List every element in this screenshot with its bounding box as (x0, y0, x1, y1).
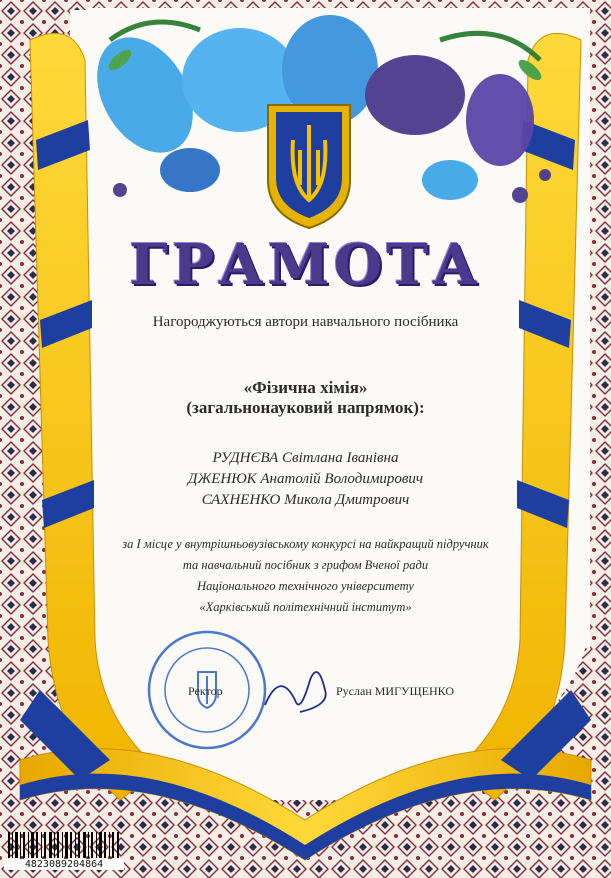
award-reason-line: та навчальний посібник з грифом Вченої ради (182, 558, 429, 572)
rector-name: Руслан МИГУЩЕНКО (336, 684, 454, 698)
work-direction: (загальнонауковий напрямок): (186, 398, 425, 417)
barcode-number: 4823089204864 (4, 859, 124, 870)
rector-label: Ректор (188, 684, 223, 698)
certificate-title: ГРАМОТА (129, 232, 482, 298)
award-reason-line: за I місце у внутрішньовузівському конкурсі на найкращий підручник (122, 537, 489, 551)
award-reason-line: «Харківський політехнічний інститут» (199, 600, 412, 614)
author-name: САХНЕНКО Микола Дмитрович (201, 492, 410, 508)
coat-of-arms-icon (268, 105, 350, 228)
award-reason-line: Національного технічного університету (197, 579, 414, 593)
author-name: ДЖЕНЮК Анатолій Володимирович (187, 471, 424, 487)
author-name: РУДНЄВА Світлана Іванівна (212, 450, 399, 466)
work-title: «Фізична хімія» (243, 378, 368, 397)
award-intro: Нагороджуються автори навчального посібника (152, 314, 459, 330)
